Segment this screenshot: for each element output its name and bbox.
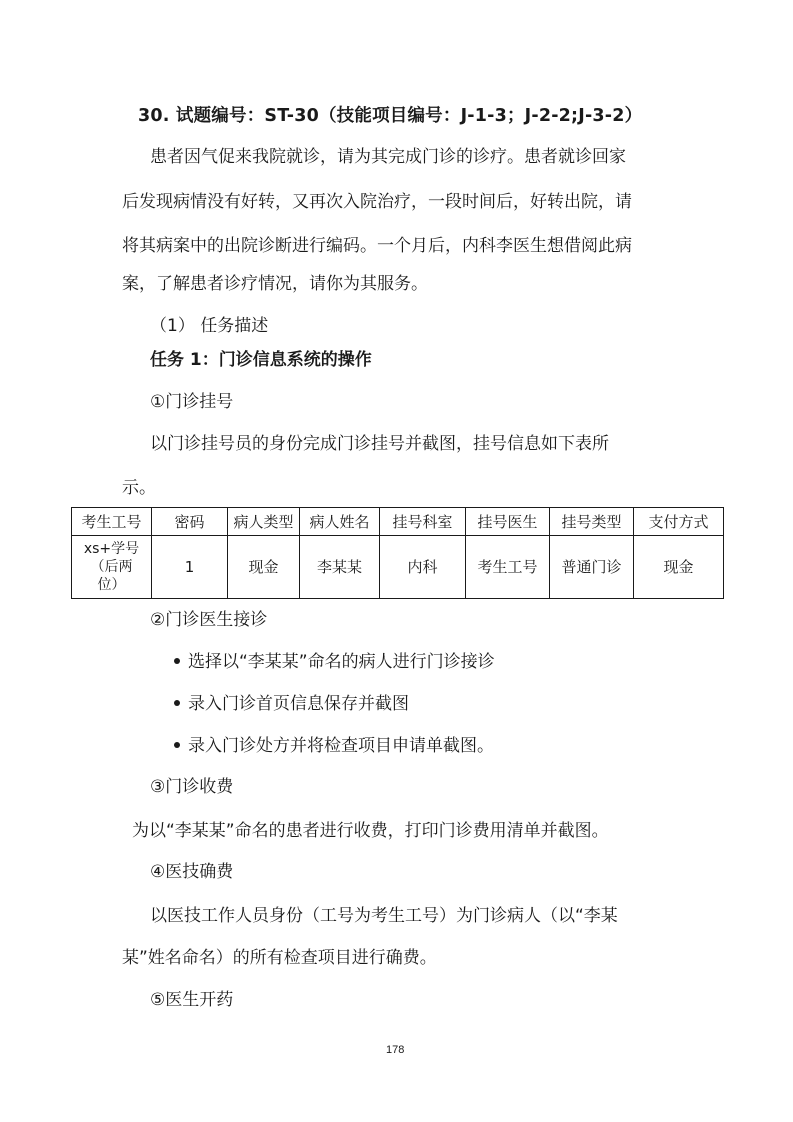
cell-exam-id-line-1: xs+学号 bbox=[83, 541, 140, 557]
step4-desc-line-1: 以医技工作人员身份（工号为考生工号）为门诊病人（以“李某 bbox=[150, 906, 618, 926]
registration-table bbox=[71, 507, 724, 599]
header-doctor: 挂号医生 bbox=[466, 508, 550, 536]
header-payment: 支付方式 bbox=[634, 508, 724, 536]
cell-patient-name: 李某某 bbox=[300, 536, 380, 599]
step3-desc: 为以“李某某”命名的患者进行收费，打印门诊费用清单并截图。 bbox=[132, 821, 609, 841]
cell-exam-id bbox=[72, 536, 152, 599]
cell-password: 1 bbox=[152, 536, 228, 599]
page-number: 178 bbox=[386, 1044, 405, 1056]
step5-heading: ⑤医生开药 bbox=[150, 990, 234, 1010]
cell-patient-type: 现金 bbox=[228, 536, 300, 599]
header-exam-id: 考生工号 bbox=[72, 508, 152, 536]
intro-line-3: 将其病案中的出院诊断进行编码。一个月后，内科李医生想借阅此病 bbox=[122, 236, 632, 256]
cell-doctor: 考生工号 bbox=[466, 536, 550, 599]
question-title: 30. 试题编号：ST-30（技能项目编号：J-1-3；J-2-2;J-3-2） bbox=[138, 106, 643, 126]
step2-bullet-2-text: 录入门诊首页信息保存并截图 bbox=[188, 694, 409, 714]
bullet-icon bbox=[174, 658, 180, 664]
intro-line-1: 患者因气促来我院就诊，请为其完成门诊的诊疗。患者就诊回家 bbox=[150, 147, 626, 167]
cell-payment: 现金 bbox=[634, 536, 724, 599]
table-row bbox=[72, 536, 724, 599]
step2-bullet-1-text: 选择以“李某某”命名的病人进行门诊接诊 bbox=[188, 652, 495, 672]
step4-heading: ④医技确费 bbox=[150, 862, 234, 882]
step1-desc-line-2: 示。 bbox=[122, 478, 156, 498]
step2-bullet-2 bbox=[174, 692, 409, 716]
intro-line-4: 案，了解患者诊疗情况，请你为其服务。 bbox=[122, 274, 428, 294]
step3-heading: ③门诊收费 bbox=[150, 777, 234, 797]
cell-exam-id-line-3: 位） bbox=[97, 577, 126, 593]
step2-bullet-1 bbox=[174, 650, 495, 674]
header-patient-type: 病人类型 bbox=[228, 508, 300, 536]
section-heading: （1） 任务描述 bbox=[150, 316, 269, 336]
header-reg-type: 挂号类型 bbox=[550, 508, 634, 536]
header-patient-name: 病人姓名 bbox=[300, 508, 380, 536]
header-password: 密码 bbox=[152, 508, 228, 536]
bullet-icon bbox=[174, 700, 180, 706]
table-header-row bbox=[72, 508, 724, 536]
step2-heading: ②门诊医生接诊 bbox=[150, 610, 268, 630]
header-department: 挂号科室 bbox=[380, 508, 466, 536]
task-heading: 任务 1：门诊信息系统的操作 bbox=[150, 350, 372, 370]
cell-department: 内科 bbox=[380, 536, 466, 599]
step1-desc-line-1: 以门诊挂号员的身份完成门诊挂号并截图，挂号信息如下表所 bbox=[150, 434, 609, 454]
step1-heading: ①门诊挂号 bbox=[150, 392, 234, 412]
bullet-icon bbox=[174, 742, 180, 748]
step2-bullet-3 bbox=[174, 734, 494, 758]
cell-exam-id-line-2: （后两 bbox=[90, 559, 133, 575]
step2-bullet-3-text: 录入门诊处方并将检查项目申请单截图。 bbox=[188, 736, 494, 756]
step4-desc-line-2: 某”姓名命名）的所有检查项目进行确费。 bbox=[122, 948, 437, 968]
cell-reg-type: 普通门诊 bbox=[550, 536, 634, 599]
intro-line-2: 后发现病情没有好转，又再次入院治疗，一段时间后，好转出院，请 bbox=[122, 192, 632, 212]
